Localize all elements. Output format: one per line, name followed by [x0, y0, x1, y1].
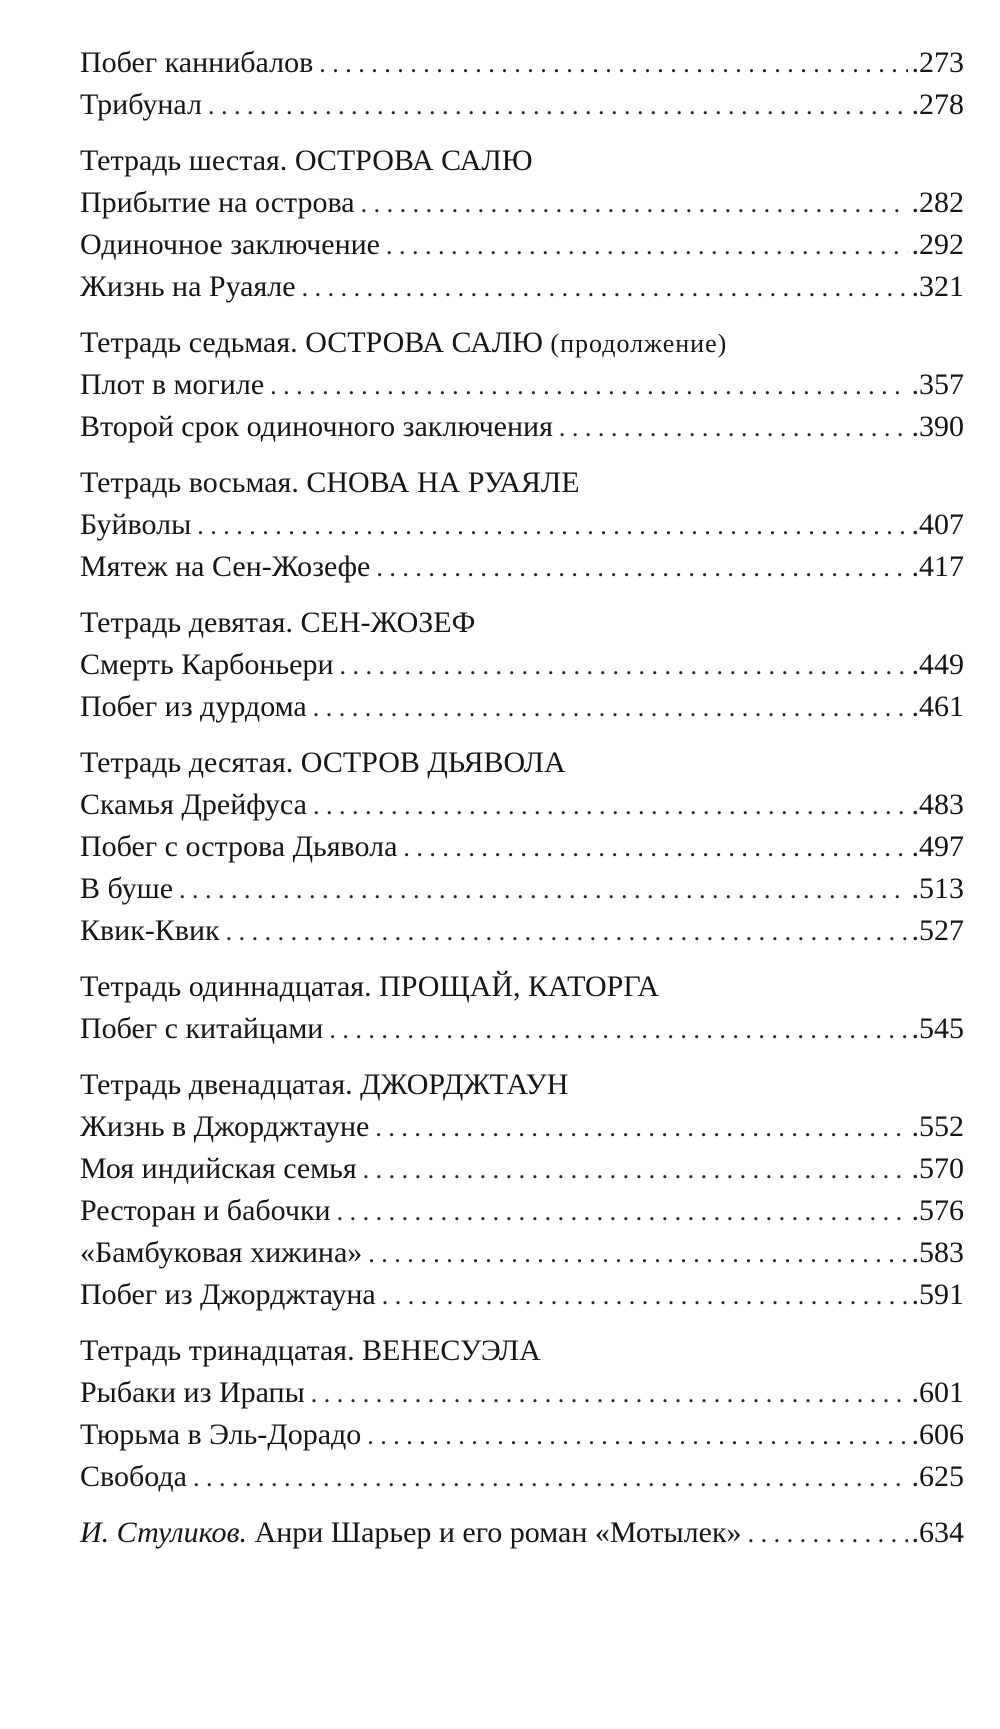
- toc-section: [80, 1330, 964, 1498]
- dot-leader: [179, 869, 907, 911]
- section-prefix: Тетрадь одиннадцатая.: [80, 970, 372, 1003]
- entry-page: .576: [911, 1194, 964, 1227]
- section-prefix: Тетрадь шестая.: [80, 144, 288, 177]
- entry-title: Скамья Дрейфуса: [80, 788, 307, 821]
- toc-section: [80, 602, 964, 728]
- dot-leader: [311, 1373, 908, 1415]
- toc-entry: [80, 784, 964, 826]
- section-prefix: Тетрадь двенадцатая.: [80, 1068, 353, 1101]
- toc-entry: [80, 546, 964, 588]
- dot-leader: [302, 267, 908, 309]
- entry-title: Рыбаки из Ирапы: [80, 1376, 305, 1409]
- toc-entry: [80, 1456, 964, 1498]
- dot-leader: [208, 85, 908, 127]
- afterword-author: И. Стуликов.: [80, 1516, 248, 1549]
- section-prefix: Тетрадь седьмая.: [80, 326, 298, 359]
- toc-entry: [80, 1190, 964, 1232]
- section-prefix: Тетрадь восьмая.: [80, 466, 299, 499]
- entry-page: .625: [911, 1460, 964, 1493]
- section-title: ОСТРОВ ДЬЯВОЛА: [300, 746, 566, 779]
- entry-title: Буйволы: [80, 508, 192, 541]
- entry-title: Свобода: [80, 1460, 187, 1493]
- toc-section: [80, 742, 964, 952]
- entry-page: .390: [911, 410, 964, 443]
- dot-leader: [386, 225, 908, 267]
- entry-title: Жизнь в Джорджтауне: [80, 1110, 370, 1143]
- afterword-title: [80, 1512, 748, 1554]
- entry-page: .513: [911, 872, 964, 905]
- dot-leader: [368, 1233, 907, 1275]
- entry-title: Тюрьма в Эль-Дорадо: [80, 1418, 362, 1451]
- entry-page: .497: [911, 830, 964, 863]
- table-of-contents: [80, 42, 964, 1554]
- dot-leader: [748, 1513, 908, 1555]
- entry-title: Жизнь на Руаяле: [80, 270, 296, 303]
- dot-leader: [340, 645, 908, 687]
- dot-leader: [329, 1009, 907, 1051]
- entry-page: .273: [911, 46, 964, 79]
- entry-page: .407: [911, 508, 964, 541]
- toc-section: [80, 1064, 964, 1316]
- entry-page: .570: [911, 1152, 964, 1185]
- section-prefix: Тетрадь тринадцатая.: [80, 1334, 355, 1367]
- dot-leader: [382, 1275, 908, 1317]
- entry-page: .552: [911, 1110, 964, 1143]
- toc-entry: [80, 1274, 964, 1316]
- toc-entry: [80, 1372, 964, 1414]
- entry-page: .461: [911, 690, 964, 723]
- entry-page: .583: [911, 1236, 964, 1269]
- toc-entry: [80, 910, 964, 952]
- entry-page: .449: [911, 648, 964, 681]
- entry-page: .591: [911, 1278, 964, 1311]
- section-heading: [80, 140, 964, 182]
- toc-entry: [80, 224, 964, 266]
- entry-title: Побег из Джорджтауна: [80, 1278, 376, 1311]
- entry-title: Прибытие на острова: [80, 186, 355, 219]
- section-title: СНОВА НА РУАЯЛЕ: [306, 466, 580, 499]
- entry-page: .601: [911, 1376, 964, 1409]
- dot-leader: [367, 1415, 907, 1457]
- entry-title: Побег с китайцами: [80, 1012, 324, 1045]
- dot-leader: [559, 407, 908, 449]
- section-heading: [80, 462, 964, 504]
- entry-page: .357: [911, 368, 964, 401]
- section-title: ОСТРОВА САЛЮ: [294, 144, 533, 177]
- dot-leader: [197, 505, 907, 547]
- entry-page: .545: [911, 1012, 964, 1045]
- entry-title: Побег каннибалов: [80, 46, 314, 79]
- dot-leader: [270, 365, 907, 407]
- toc-entry: [80, 686, 964, 728]
- section-title: ОСТРОВА САЛЮ: [305, 326, 543, 359]
- entry-title: Побег с острова Дьявола: [80, 830, 398, 863]
- dot-leader: [403, 827, 907, 869]
- entry-page: .321: [911, 270, 964, 303]
- toc-entry: [80, 1414, 964, 1456]
- toc-section: [80, 462, 964, 588]
- dot-leader: [376, 547, 907, 589]
- toc-section: [80, 322, 964, 448]
- toc-entry: [80, 182, 964, 224]
- toc-section: [80, 140, 964, 308]
- entry-page: .292: [911, 228, 964, 261]
- entry-page: .282: [911, 186, 964, 219]
- toc-entry: [80, 1232, 964, 1274]
- section-prefix: Тетрадь девятая.: [80, 606, 293, 639]
- dot-leader: [226, 911, 908, 953]
- afterword-entry: [80, 1512, 964, 1554]
- entry-page: .278: [911, 88, 964, 121]
- section-heading: [80, 1330, 964, 1372]
- toc-entry: [80, 868, 964, 910]
- entry-title: Мятеж на Сен-Жозефе: [80, 550, 371, 583]
- toc-section: [80, 966, 964, 1050]
- toc-entry: [80, 84, 964, 126]
- dot-leader: [319, 43, 907, 85]
- toc-entry: [80, 364, 964, 406]
- afterword-name: Анри Шарьер и его роман «Мотылек»: [254, 1516, 742, 1549]
- entry-title: Ресторан и бабочки: [80, 1194, 331, 1227]
- entry-title: Второй срок одиночного заключения: [80, 410, 553, 443]
- toc-entry: [80, 504, 964, 546]
- dot-leader: [361, 183, 908, 225]
- section-heading: [80, 742, 964, 784]
- entry-title: «Бамбуковая хижина»: [80, 1236, 363, 1269]
- toc-entry: [80, 406, 964, 448]
- dot-leader: [363, 1149, 908, 1191]
- dot-leader: [337, 1191, 908, 1233]
- dot-leader: [193, 1457, 908, 1499]
- section-heading: [80, 966, 964, 1008]
- toc-entry: [80, 826, 964, 868]
- dot-leader: [313, 687, 908, 729]
- section-heading: [80, 602, 964, 644]
- toc-entry: [80, 644, 964, 686]
- toc-entry: [80, 42, 964, 84]
- entry-page: .417: [911, 550, 964, 583]
- toc-top-group: [80, 42, 964, 126]
- section-title: СЕН-ЖОЗЕФ: [300, 606, 476, 639]
- dot-leader: [313, 785, 908, 827]
- entry-page: .483: [911, 788, 964, 821]
- afterword-page: .634: [911, 1516, 964, 1549]
- entry-page: .606: [911, 1418, 964, 1451]
- section-title: ПРОЩАЙ, КАТОРГА: [379, 970, 660, 1003]
- section-prefix: Тетрадь десятая.: [80, 746, 294, 779]
- section-title: ВЕНЕСУЭЛА: [362, 1334, 541, 1367]
- toc-entry: [80, 266, 964, 308]
- section-note: (продолжение): [550, 329, 728, 358]
- entry-page: .527: [911, 914, 964, 947]
- toc-entry: [80, 1008, 964, 1050]
- entry-title: Квик-Квик: [80, 914, 220, 947]
- entry-title: Плот в могиле: [80, 368, 265, 401]
- entry-title: Побег из дурдома: [80, 690, 307, 723]
- toc-entry: [80, 1106, 964, 1148]
- section-heading: [80, 1064, 964, 1106]
- entry-title: Смерть Карбоньери: [80, 648, 334, 681]
- dot-leader: [375, 1107, 907, 1149]
- entry-title: Моя индийская семья: [80, 1152, 357, 1185]
- entry-title: Трибунал: [80, 88, 202, 121]
- section-title: ДЖОРДЖТАУН: [360, 1068, 569, 1101]
- section-heading: [80, 322, 964, 364]
- entry-title: В буше: [80, 872, 174, 905]
- entry-title: Одиночное заключение: [80, 228, 380, 261]
- toc-entry: [80, 1148, 964, 1190]
